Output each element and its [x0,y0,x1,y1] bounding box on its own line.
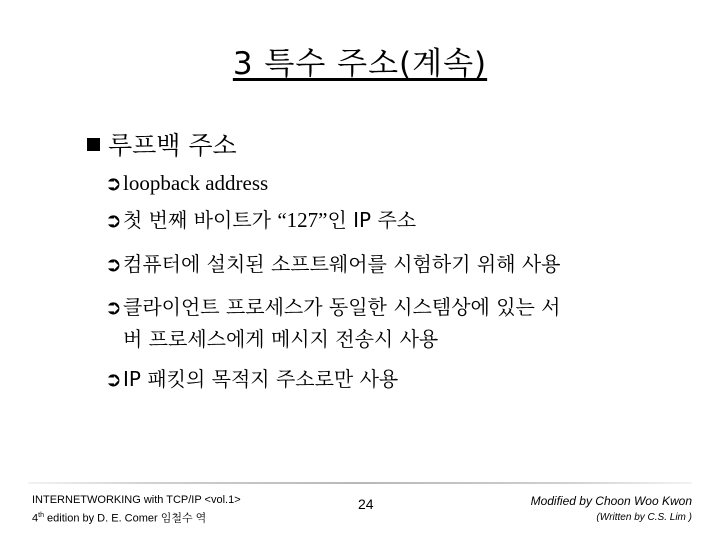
list-item-text: 컴퓨터에 설치된 소프트웨어를 시험하기 위해 사용 [123,252,561,276]
slide-title: 3 특수 주소(계속) [232,46,488,82]
main-bullet [87,126,237,162]
list-item-text: 인 IP 주소 [327,208,417,232]
list-item-quoted-number: “127” [277,208,328,232]
list-item-text: 클라이언트 프로세스가 동일한 시스템상에 있는 서 [123,295,561,319]
arrow-bullet-icon: ➲ [105,252,122,276]
footer-credits [531,494,692,523]
main-bullet-label: 루프백 주소 [108,131,237,160]
square-bullet-icon [87,138,100,151]
list-item-text: 첫 번째 바이트가 [123,208,278,232]
page-number: 24 [358,496,374,512]
arrow-bullet-icon: ➲ [105,171,122,195]
arrow-bullet-icon: ➲ [105,367,122,391]
footer-book-title: INTERNETWORKING with TCP/IP <vol.1> [32,494,241,506]
list-item-loopback-address [105,167,268,199]
footer-edition: 4th edition by D. E. Comer 임철수 역 [32,512,207,525]
list-item-text-continued: 버 프로세스에게 메시지 전송시 사용 [123,327,439,351]
footer-written-by: (Written by C.S. Lim ) [596,512,692,523]
footer-modified-by: Modified by Choon Woo Kwon [530,494,692,508]
list-item-text: loopback address [123,171,269,195]
footer-divider [28,482,692,484]
arrow-bullet-icon: ➲ [105,295,122,319]
list-item-text: IP 패킷의 목적지 주소로만 사용 [123,367,399,391]
list-item-client-server [105,291,561,355]
list-item-first-byte [105,204,416,236]
arrow-bullet-icon: ➲ [105,208,122,232]
list-item-software-test [105,248,561,280]
footer-source [32,492,241,527]
list-item-destination-only [105,363,398,395]
